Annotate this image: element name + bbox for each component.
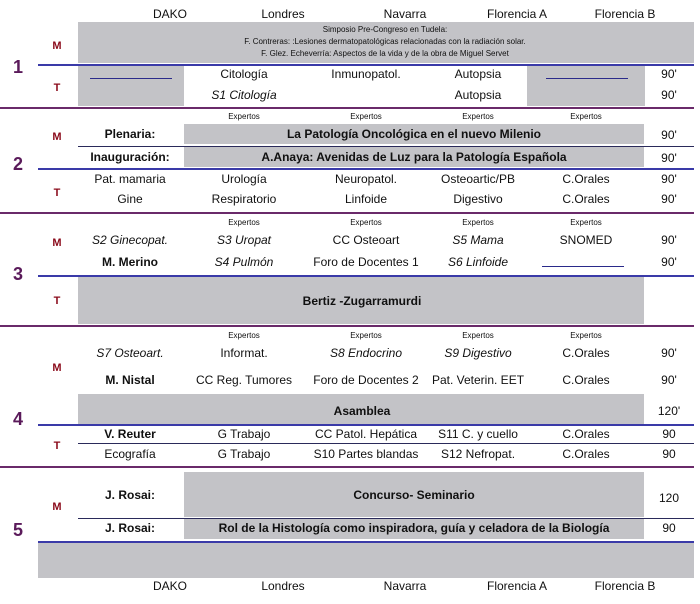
header-room-londres: Londres bbox=[261, 7, 305, 21]
d3-m1-dur: 90' bbox=[661, 233, 677, 247]
d2-t1-c3: Neuropatol. bbox=[334, 172, 398, 186]
d4-m1-c2: Informat. bbox=[220, 346, 268, 360]
plenaria-duration: 90' bbox=[661, 128, 677, 142]
day1-dako-blank bbox=[90, 78, 172, 79]
d4-t2-c1: Ecografía bbox=[104, 447, 156, 461]
symposium-line-3: F. Glez. Echeverría: Aspectos de la vida y de la obra de Miguel Servet bbox=[261, 49, 509, 58]
d2-expertos-3: Expertos bbox=[462, 112, 494, 121]
d4-m2-c1: M. Nistal bbox=[105, 373, 155, 387]
d4-expertos-4: Expertos bbox=[570, 331, 602, 340]
d3-m1-c4: S5 Mama bbox=[452, 233, 504, 247]
inauguracion-label: Inauguración: bbox=[90, 150, 170, 164]
d3-expertos-4: Expertos bbox=[570, 218, 602, 227]
d3-m2-c1: M. Merino bbox=[102, 255, 158, 269]
concurso-text: Concurso- Seminario bbox=[353, 488, 475, 502]
d4-m1-c4: S9 Digestivo bbox=[444, 346, 512, 360]
day-5-label: 5 bbox=[12, 520, 24, 540]
d2-expertos-4: Expertos bbox=[570, 112, 602, 121]
d4-m2-c4: Pat. Veterin. EET bbox=[431, 373, 525, 387]
d4-t2-c3: S10 Partes blandas bbox=[313, 447, 419, 461]
day4-separator bbox=[0, 466, 694, 468]
d4-m2-c5: C.Orales bbox=[562, 373, 610, 387]
d4-t1-c1: V. Reuter bbox=[104, 427, 156, 441]
symposium-title: Simposio Pre-Congreso en Tudela: bbox=[322, 25, 448, 34]
d4-t2-dur: 90 bbox=[662, 447, 676, 461]
d2-t2-c3: Linfoide bbox=[344, 192, 388, 206]
day1-separator bbox=[0, 107, 694, 109]
d3-m1-c2: S3 Uropat bbox=[216, 233, 272, 247]
day4-afternoon-marker: T bbox=[53, 440, 61, 452]
header-room-florencia-a: Florencia A bbox=[486, 7, 548, 21]
d3-expertos-1: Expertos bbox=[228, 218, 260, 227]
d2-t2-c4: Digestivo bbox=[453, 192, 503, 206]
symposium-line-2: F. Contreras: :Lesiones dermatopatológicas relacionadas con la radiación solar. bbox=[244, 37, 526, 46]
d2-t2-c2: Respiratorio bbox=[211, 192, 277, 206]
day5-morning-marker: M bbox=[52, 501, 62, 513]
d2-expertos-2: Expertos bbox=[350, 112, 382, 121]
footer-room-florencia-a: Florencia A bbox=[486, 579, 548, 593]
d2-t1-c1: Pat. mamaria bbox=[94, 172, 166, 186]
d4-expertos-3: Expertos bbox=[462, 331, 494, 340]
asamblea-text: Asamblea bbox=[333, 404, 391, 418]
d3-m1-c5: SNOMED bbox=[559, 233, 613, 247]
day2-morning-marker: M bbox=[52, 131, 62, 143]
d4-t1-dur: 90 bbox=[662, 427, 676, 441]
d4-m1-c1: S7 Osteoart. bbox=[96, 346, 164, 360]
day-1-label: 1 bbox=[12, 57, 24, 77]
d3-m2-c3: Foro de Docentes 1 bbox=[313, 255, 419, 269]
day1-florb-blank bbox=[546, 78, 628, 79]
bertiz-text: Bertiz -Zugarramurdi bbox=[302, 294, 422, 308]
d4-m1-c5: C.Orales bbox=[562, 346, 610, 360]
d3-m2-c2: S4 Pulmón bbox=[214, 255, 274, 269]
d4-m2-c3: Foro de Docentes 2 bbox=[313, 373, 419, 387]
d4-t2-c4: S12 Nefropat. bbox=[440, 447, 516, 461]
d3-m1-c3: CC Osteoart bbox=[332, 233, 400, 247]
header-room-dako: DAKO bbox=[152, 7, 188, 21]
day1-morning-marker: M bbox=[52, 40, 62, 52]
day3-morning-marker: M bbox=[52, 237, 62, 249]
day4-morning-marker: M bbox=[52, 362, 62, 374]
d2-t1-c4: Osteoartic/PB bbox=[440, 172, 516, 186]
d4-m1-dur: 90' bbox=[661, 346, 677, 360]
d4-m2-dur: 90' bbox=[661, 373, 677, 387]
day3-afternoon-marker: T bbox=[53, 295, 61, 307]
bottom-gray-band bbox=[38, 543, 694, 578]
d4-t1-c4: S11 C. y cuello bbox=[438, 427, 518, 441]
day4-afternoon-divider bbox=[78, 443, 694, 444]
d4-t2-c2: G Trabajo bbox=[217, 447, 271, 461]
d1-citologia: Citología bbox=[220, 67, 268, 81]
plenaria-label: Plenaria: bbox=[104, 127, 156, 141]
header-room-florencia-b: Florencia B bbox=[594, 7, 656, 21]
day-2-label: 2 bbox=[12, 154, 24, 174]
d1-dur-2: 90' bbox=[661, 88, 677, 102]
day-4-label: 4 bbox=[12, 409, 24, 429]
d2-expertos-1: Expertos bbox=[228, 112, 260, 121]
d2-t2-c1: Gine bbox=[117, 192, 143, 206]
d4-m2-c2: CC Reg. Tumores bbox=[195, 373, 293, 387]
day2-separator bbox=[0, 212, 694, 214]
day-3-label: 3 bbox=[12, 264, 24, 284]
inauguracion-text: A.Anaya: Avenidas de Luz para la Patología Española bbox=[261, 150, 567, 164]
d2-t1-c2: Urología bbox=[221, 172, 267, 186]
d4-m1-c3: S8 Endocrino bbox=[329, 346, 403, 360]
plenaria-text: La Patología Oncológica en el nuevo Milenio bbox=[286, 127, 542, 141]
d3-m2-dur: 90' bbox=[661, 255, 677, 269]
day4-midline bbox=[38, 424, 694, 426]
d3-m1-c1: S2 Ginecopat. bbox=[91, 233, 169, 247]
footer-room-navarra: Navarra bbox=[383, 579, 427, 593]
d2-t2-dur: 90' bbox=[661, 192, 677, 206]
d3-expertos-3: Expertos bbox=[462, 218, 494, 227]
d4-expertos-2: Expertos bbox=[350, 331, 382, 340]
d1-autopsia-2: Autopsia bbox=[454, 88, 502, 102]
inauguracion-duration: 90' bbox=[661, 151, 677, 165]
day3-separator bbox=[0, 325, 694, 327]
asamblea-duration: 120' bbox=[657, 404, 681, 418]
rol-histologia-text: Rol de la Histología como inspiradora, guía y celadora de la Biología bbox=[218, 521, 610, 535]
footer-room-dako: DAKO bbox=[152, 579, 188, 593]
d5-row2-label: J. Rosai: bbox=[104, 521, 156, 535]
day1-afternoon-marker: T bbox=[53, 82, 61, 94]
footer-room-florencia-b: Florencia B bbox=[594, 579, 656, 593]
rol-histologia-duration: 90 bbox=[662, 521, 676, 535]
header-room-navarra: Navarra bbox=[383, 7, 427, 21]
d3-m2-c4: S6 Linfoide bbox=[447, 255, 509, 269]
footer-room-londres: Londres bbox=[261, 579, 305, 593]
d1-inmunopatol: Inmunopatol. bbox=[331, 67, 401, 81]
d1-autopsia: Autopsia bbox=[454, 67, 502, 81]
d1-s1-citologia: S1 Citología bbox=[211, 88, 277, 102]
d2-t2-c5: C.Orales bbox=[562, 192, 610, 206]
d3-m2-blank bbox=[542, 266, 624, 267]
concurso-duration: 120 bbox=[658, 491, 680, 505]
day1-dako-gray bbox=[78, 66, 184, 106]
d4-expertos-1: Expertos bbox=[228, 331, 260, 340]
d2-t1-c5: C.Orales bbox=[562, 172, 610, 186]
d2-t1-dur: 90' bbox=[661, 172, 677, 186]
d4-t1-c5: C.Orales bbox=[562, 427, 610, 441]
day2-midline bbox=[38, 168, 694, 170]
d4-t2-c5: C.Orales bbox=[562, 447, 610, 461]
d4-t1-c3: CC Patol. Hepática bbox=[314, 427, 418, 441]
d3-expertos-2: Expertos bbox=[350, 218, 382, 227]
d4-t1-c2: G Trabajo bbox=[217, 427, 271, 441]
day2-afternoon-marker: T bbox=[53, 187, 61, 199]
day1-florb-gray bbox=[527, 66, 645, 106]
d1-dur-1: 90' bbox=[661, 67, 677, 81]
d5-row1-label: J. Rosai: bbox=[104, 488, 156, 502]
